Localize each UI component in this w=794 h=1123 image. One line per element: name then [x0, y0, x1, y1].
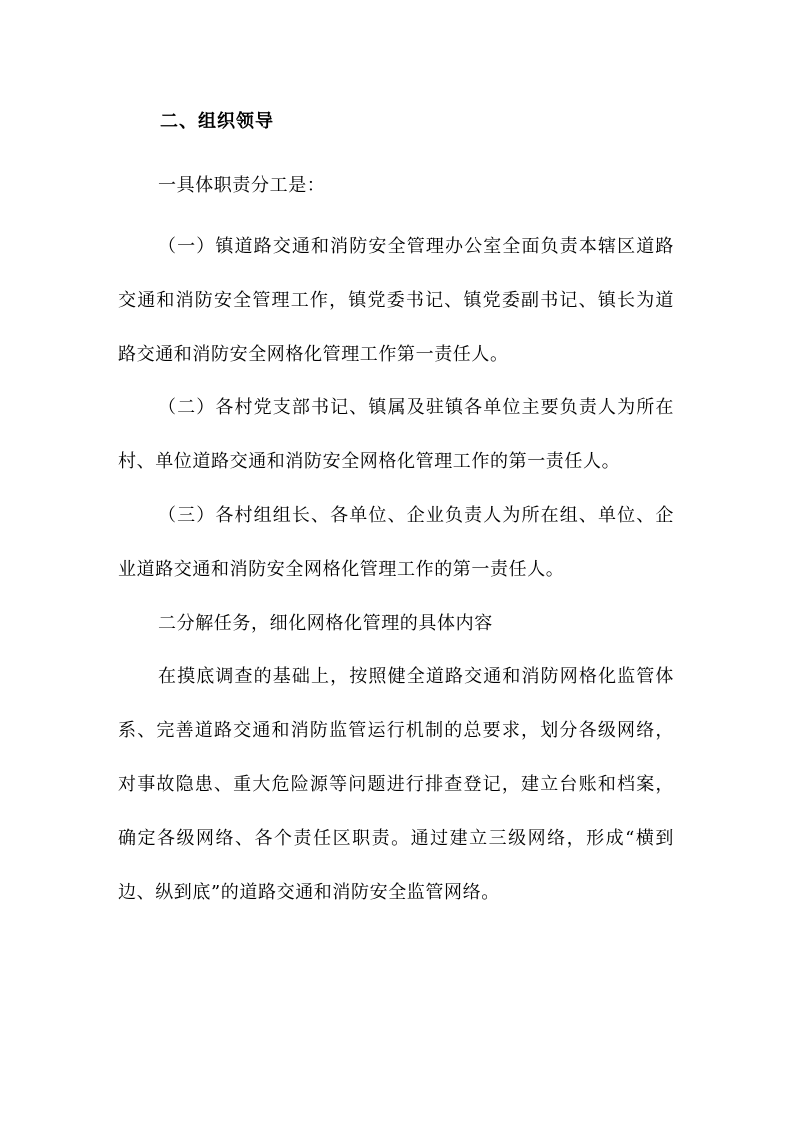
paragraph-item-1: （一）镇道路交通和消防安全管理办公室全面负责本辖区道路交通和消防安全管理工作，镇党委书记、镇党委副书记、镇长为道路交通和消防安全网格化管理工作第一责任人。	[118, 236, 674, 365]
paragraph-responsibility-intro: 一具体职责分工是：	[158, 175, 326, 196]
paragraph-task-details: 在摸底调查的基础上，按照健全道路交通和消防网格化监管体系、完善道路交通和消防监管运行机制的总要求，划分各级网络，对事故隐患、重大危险源等问题进行排查登记，建立台账和档案，确定各级网络、各个责任区职责。通过建立三级网络，形成“横到边、纵到底”的道路交通和消防安全监管网络。	[118, 666, 674, 903]
paragraph-item-3: （三）各村组组长、各单位、企业负责人为所在组、单位、企业道路交通和消防安全网格化管理工作的第一责任人。	[118, 505, 674, 580]
subsection-heading: 二分解任务，细化网格化管理的具体内容	[158, 613, 493, 634]
paragraph-item-2: （二）各村党支部书记、镇属及驻镇各单位主要负责人为所在村、单位道路交通和消防安全网格化管理工作的第一责任人。	[118, 397, 674, 472]
section-heading: 二、组织领导	[160, 111, 274, 132]
